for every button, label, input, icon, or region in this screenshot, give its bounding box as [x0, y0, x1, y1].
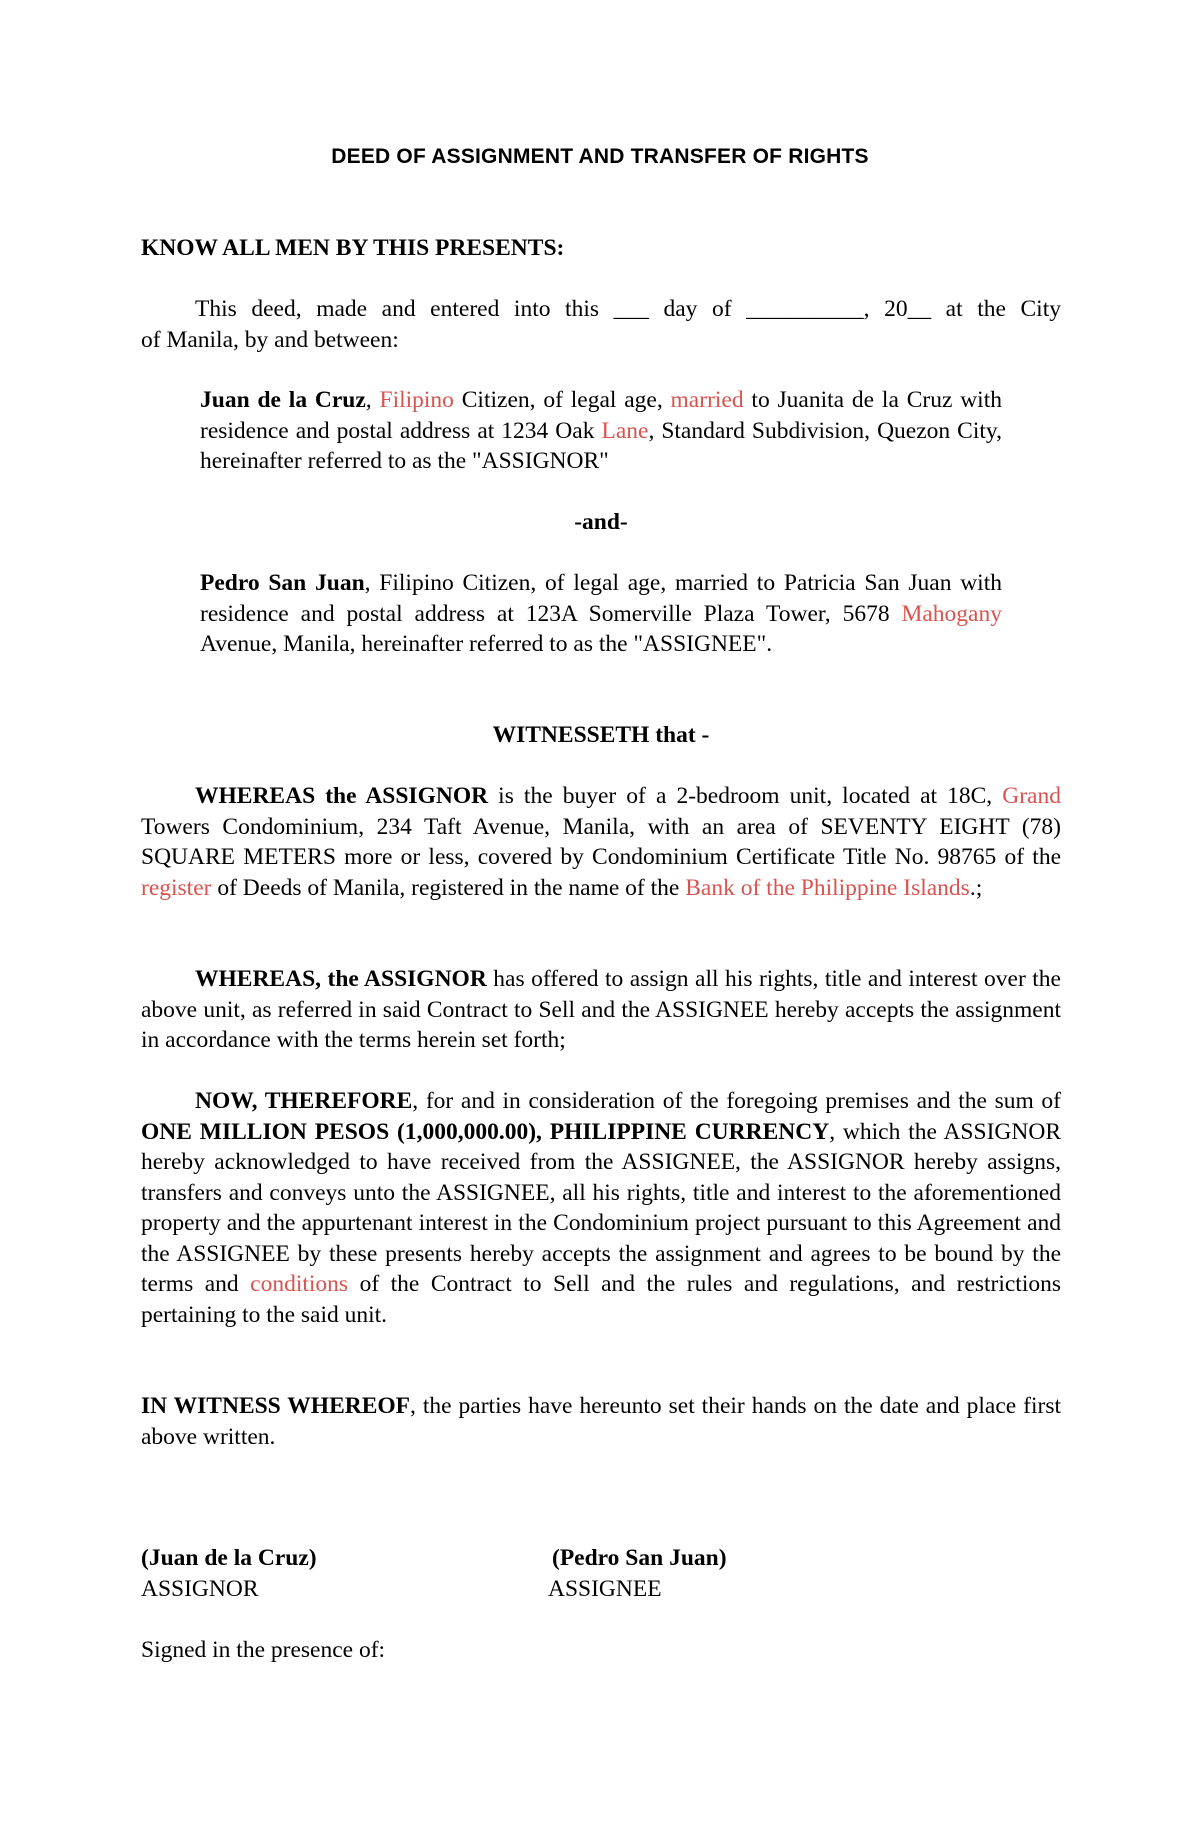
assignor-text-3: to Juanita de la Cruz with residence and postal address at 1234 Oak — [200, 387, 1002, 444]
witness-presence-line: Signed in the presence of: — [141, 1637, 386, 1663]
opening-text: KNOW ALL MEN BY THIS PRESENTS: — [141, 235, 565, 261]
assignee-street-name: Mahogany — [901, 600, 1002, 627]
registry-word: register — [141, 874, 212, 901]
assignee-signature-block — [548, 1543, 908, 1604]
and-separator-text: -and- — [574, 509, 628, 535]
whereas-2-text: has offered to assign all his rights, title and interest over the above unit, as referred in said Contract to Sell and the ASSIGNEE hereby accepts the assignment in accordance with the terms herein set forth; — [141, 966, 1061, 1053]
in-witness-paragraph — [141, 1391, 1061, 1452]
opening-line — [141, 233, 1061, 264]
bank-name: Bank of the Philippine Islands — [685, 874, 970, 901]
assignor-civil-status: married — [670, 387, 744, 413]
whereas-1-text-3: of Deeds of Manila, registered in the name of the — [211, 874, 686, 901]
conditions-word: conditions — [250, 1271, 349, 1297]
now-therefore-text-1: , for and in consideration of the foregoing premises and the sum of — [412, 1088, 1061, 1114]
whereas-2-paragraph — [141, 964, 1061, 1056]
assignor-street-type: Lane — [601, 417, 649, 444]
assignor-signature-role: ASSIGNOR — [141, 1575, 259, 1602]
assignee-text-1: , Filipino Citizen, of legal age, married to Patricia San Juan with residence and postal address at 123A Somerville Plaza Tower, 5678 — [200, 570, 1002, 627]
assignor-signature-block — [141, 1543, 501, 1604]
whereas-1-text-1: is the buyer of a 2-bedroom unit, located at 18C, — [488, 783, 1003, 809]
assignor-text-1: , — [365, 387, 380, 413]
now-therefore-text-3: of the Contract to Sell and the rules and regulations, and restrictions pertaining to the said unit. — [141, 1271, 1061, 1328]
assignee-name: Pedro San Juan — [200, 570, 365, 596]
witnesseth-heading — [141, 720, 1061, 751]
in-witness-lead: IN WITNESS WHEREOF — [141, 1393, 411, 1419]
whereas-1-text-4: .; — [969, 874, 983, 901]
assignee-signature-role: ASSIGNEE — [548, 1575, 662, 1602]
assignor-text-2: Citizen, of legal age, — [453, 387, 671, 413]
now-therefore-lead: NOW, THEREFORE — [195, 1088, 413, 1114]
assignee-text-2: Avenue, Manila, hereinafter referred to as the "ASSIGNEE". — [200, 631, 773, 657]
consideration-amount: ONE MILLION PESOS (1,000,000.00), PHILIPPINE CURRENCY — [141, 1118, 830, 1145]
assignee-signature-name: (Pedro San Juan) — [552, 1545, 727, 1571]
assignor-name: Juan de la Cruz — [200, 387, 366, 413]
assignor-nationality: Filipino — [379, 387, 454, 413]
whereas-1-lead: WHEREAS the ASSIGNOR — [195, 783, 489, 809]
assignee-party-block — [200, 568, 1002, 660]
intro-line-1: This deed, made and entered into this ___ day of __________, 20__ at the City — [195, 296, 1061, 322]
assignor-text-4: , Standard Subdivision, Quezon City, hereinafter referred to as the "ASSIGNOR" — [200, 417, 1002, 474]
intro-paragraph — [141, 294, 1061, 355]
intro-line-2: of Manila, by and between: — [141, 326, 399, 353]
whereas-1-paragraph — [141, 781, 1061, 903]
whereas-2-lead: WHEREAS, the ASSIGNOR — [195, 966, 487, 992]
now-therefore-text-2: , which the ASSIGNOR hereby acknowledged to have received from the ASSIGNEE, the ASSIGNOR hereby assigns, transfers and conveys unto the ASSIGNEE, all his rights, title and interest to the aforementioned property and the appurtenant interest in the Condominium project pursuant to this Agreement and the ASSIGNEE by these presents hereby accepts the assignment and agrees to be bound by the terms and — [141, 1118, 1061, 1297]
whereas-1-text-2: Towers Condominium, 234 Taft Avenue, Manila, with an area of SEVENTY EIGHT (78) SQUARE METERS more or less, covered by Condominium Certificate Title No. 98765 of the — [141, 813, 1061, 870]
building-name: Grand — [1002, 783, 1061, 809]
assignor-party-block — [200, 385, 1002, 477]
assignor-signature-name: (Juan de la Cruz) — [141, 1545, 317, 1571]
and-separator — [141, 507, 1061, 538]
witnesseth-text: WITNESSETH that - — [492, 722, 710, 748]
in-witness-text: , the parties have hereunto set their hands on the date and place first above written. — [141, 1393, 1061, 1450]
document-title: DEED OF ASSIGNMENT AND TRANSFER OF RIGHTS — [331, 145, 869, 168]
now-therefore-paragraph — [141, 1086, 1061, 1330]
